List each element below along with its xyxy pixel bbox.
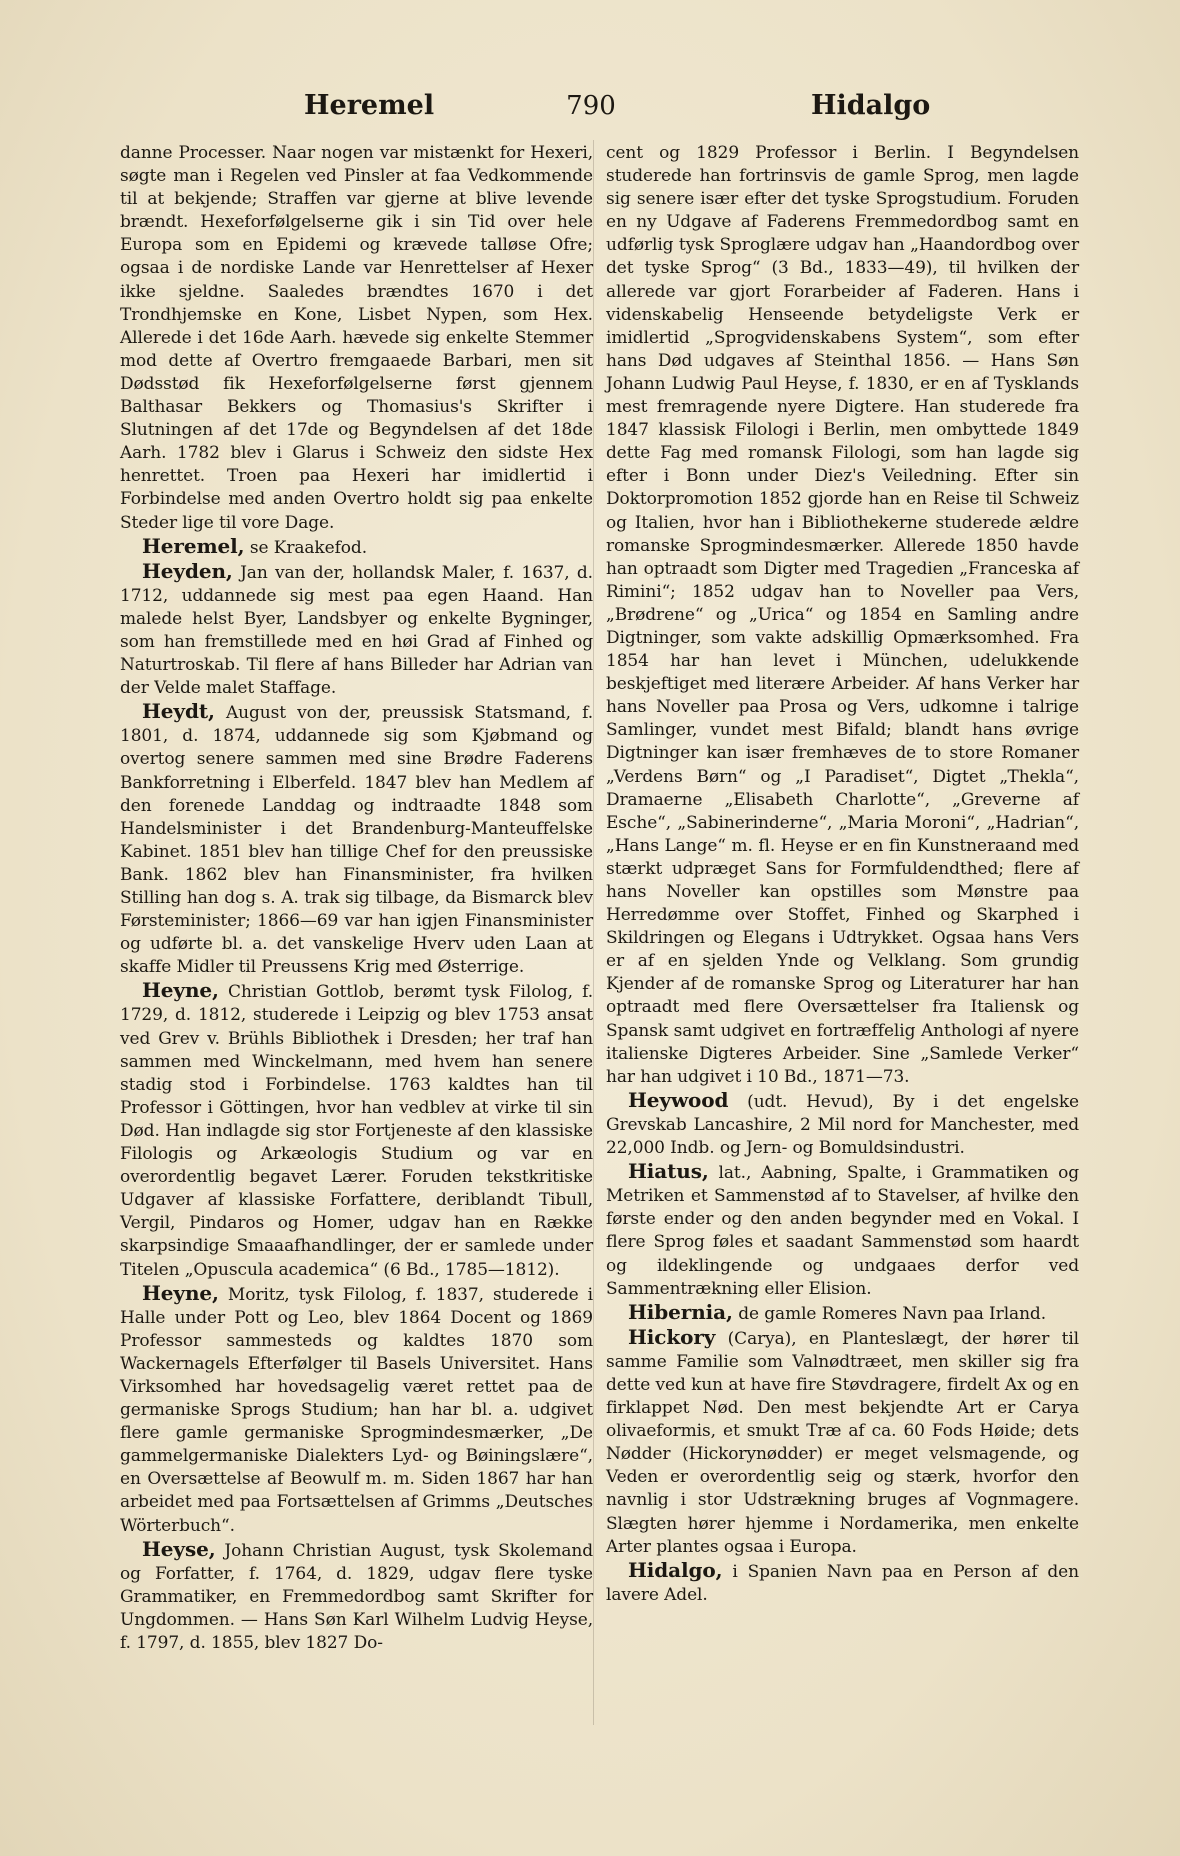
- entry-text: Johann Christian August, tysk Skolemand og Forfatter, f. 1764, d. 1829, udgav flere tyske Grammatiker, en Fremmedordbog samt Skrifter for Ungdommen. — Hans Søn Karl Wilhelm Ludvig Heyse, f. 1797, d. 1855, blev 1827 Do-: [120, 1540, 593, 1653]
- page-number-text: 790: [566, 91, 616, 121]
- entry-heyne-moritz: [120, 1282, 593, 1538]
- entry-lemma: Heyse,: [142, 1536, 216, 1561]
- entry-lemma: Heremel,: [142, 533, 245, 558]
- entry-text: (Carya), en Planteslægt, der hører til samme Familie som Valnødtræet, men skiller sig fra dette ved kun at have fire Støvdragere, firdelt Ax og en firklappet Nød. Den mest bekjendte Art er Carya olivaeformis, et smukt Træ af ca. 60 Fods Høide; dets Nødder (Hickorynødder) er meget velsmagende, og Veden er overordentlig seig og stærk, hvorfor den navnlig i stor Udstrækning bruges af Vognmagere. Slægten hører hjemme i Nordamerika, men enkelte Arter plantes ogsaa i Europa.: [606, 1328, 1079, 1557]
- entry-lemma: Heywood: [628, 1087, 729, 1112]
- entry-text: se Kraakefod.: [244, 537, 367, 558]
- entry-lemma: Hiatus,: [628, 1159, 709, 1184]
- entry-lemma: Hickory: [628, 1324, 716, 1349]
- entry-text: August von der, preussisk Statsmand, f. 1801, d. 1874, uddannede sig som Kjøbmand og overtog senere sammen med sine Brødre Faderens Bankforretning i Elberfeld. 1847 blev han Medlem af den forenede Landdag og indtraadte 1848 som Handelsminister i det Brandenburg-Manteuffelske Kabinet. 1851 blev han tillige Chef for den preussiske Bank. 1862 blev han Finansminister, fra hvilken Stilling han dog s. A. trak sig tilbage, da Bismarck blev Førsteminister; 1866—69 var han igjen Finansminister og udførte bl. a. det vanskelige Hverv uden Laan at skaffe Midler til Preussens Krig med Østerrige.: [120, 703, 593, 978]
- entry-lemma: Heyne,: [142, 1280, 219, 1305]
- entry-text: (udt. Hevud), By i det engelske Grevskab Lancashire, 2 Mil nord for Manchester, med 22,000 Indb. og Jern- og Bomuldsindustri.: [606, 1091, 1079, 1159]
- page-header: [118, 86, 1068, 126]
- entry-text: Christian Gottlob, berømt tysk Filolog, f. 1729, d. 1812, studerede i Leipzig og blev 1753 ansat ved Grev v. Brühls Bibliothek i Dresden; her traf han sammen med Winckelmann, med hvem han senere stadig stod i Forbindelse. 1763 kaldtes han til Professor i Göttingen, hvor han vedblev at virke til sin Død. Han indlagde sig stor Fortjeneste af den klassiske Filologis og Arkæologis Studium og var en overordentlig begavet Lærer. Foruden tekstkritiske Udgaver af klassiske Forfattere, deriblandt Tibull, Vergil, Pindaros og Homer, udgav han en Række skarpsindige Smaaafhandlinger, der er samlede under Titelen „Opuscula academica“ (6 Bd., 1785—1812).: [120, 982, 593, 1280]
- entry-lemma: Heydt,: [142, 699, 215, 724]
- entry-lemma: Hibernia,: [628, 1299, 733, 1324]
- entry-hickory: [606, 1326, 1079, 1559]
- right-running-headword: Hidalgo: [811, 90, 931, 121]
- left-column: [120, 142, 593, 1655]
- entry-heywood: [606, 1089, 1079, 1160]
- entry-heyden: [120, 560, 593, 701]
- entry-heyne-christian: [120, 979, 593, 1281]
- column-divider: [593, 140, 594, 1725]
- continued-entry-text: cent og 1829 Professor i Berlin. I Begyndelsen studerede han fortrinsvis de gamle Sprog, men lagde sig senere især efter det tyske Sprogstudium. Foruden en ny Udgave af Faderens Fremmedordbog samt en udførlig tysk Sproglære udgav han „Haandordbog over det tyske Sprog“ (3 Bd., 1833—49), til hvilken der allerede var gjort Forarbeider af Faderen. Hans i videnskabelig Henseende betydeligste Verk er imidlertid „Sprogvidenskabens System“, som efter hans Død udgaves af Steinthal 1856. — Hans Søn Johann Ludwig Paul Heyse, f. 1830, er en af Tysklands mest fremragende nyere Digtere. Han studerede fra 1847 klassisk Filologi i Berlin, men ombyttede 1849 dette Fag med romansk Filologi, som han lagde sig efter i Bonn under Diez's Veiledning. Efter sin Doktorpromotion 1852 gjorde han en Reise til Schweiz og Italien, hvor han i Bibliothekerne studerede ældre romanske Sprogmindesmærker. Allerede 1850 havde han optraadt som Digter med Tragedien „Franceska af Rimini“; 1852 udgav han to Noveller paa Vers, „Brødrene“ og „Urica“ og 1854 en Samling andre Digtninger, som vakte adskillig Opmærksomhed. Fra 1854 har han levet i München, udelukkende beskjeftiget med literære Arbeider. Af hans Verker har hans Noveller paa Prosa og Vers, udkomne i talrige Samlinger, vundet mest Bifald; blandt hans øvrige Digtninger kan især fremhæves de to store Romaner „Verdens Børn“ og „I Paradiset“, Digtet „Thekla“, Dramaerne „Elisabeth Charlotte“, „Greverne af Esche“, „Sabinerinderne“, „Maria Moroni“, „Hadrian“, „Hans Lange“ m. fl. Heyse er en fin Kunstneraand med stærkt udpræget Sans for Formfuldendthed; flere af hans Noveller kan opstilles som Mønstre paa Herredømme over Stoffet, Finhed og Skarphed i Skildringen og Elegans i Udtrykket. Ogsaa hans Vers er af en sjelden Ynde og Velklang. Som grundig Kjender af de romanske Sprog og Literaturer har han optraadt med flere Oversættelser fra Italiensk og Spansk samt udgivet en fortræffelig Anthologi af nyere italienske Digteres Arbeider. Sine „Samlede Verker“ har han udgivet i 10 Bd., 1871—73.: [606, 143, 1079, 1087]
- entry-lemma: Heyne,: [142, 978, 219, 1003]
- left-running-headword: Heremel: [304, 90, 435, 121]
- entry-heremel: [120, 535, 593, 560]
- entry-heyse: [120, 1538, 593, 1655]
- entry-text: de gamle Romeres Navn paa Irland.: [732, 1303, 1046, 1324]
- entry-text: Moritz, tysk Filolog, f. 1837, studerede i Halle under Pott og Leo, blev 1864 Docent og 1869 Professor sammesteds og kaldtes 1870 som Wackernagels Efterfølger til Basels Universitet. Hans Virksomhed har hovedsagelig været rettet paa de germaniske Sprogs Studium; han har bl. a. udgivet flere gamle germaniske Sprogmindesmærker, „De gammelgermaniske Dialekters Lyd- og Bøiningslære“, en Oversættelse af Beowulf m. m. Siden 1867 har han arbeidet med paa Fortsættelsen af Grimms „Deutsches Wörterbuch“.: [120, 1284, 593, 1536]
- entry-text: Jan van der, hollandsk Maler, f. 1637, d. 1712, uddannede sig mest paa egen Haand. Han malede helst Byer, Landsbyer og enkelte Bygninger, som han fremstillede med en høi Grad af Finhed og Naturtroskab. Til flere af hans Billeder har Adrian van der Velde malet Staffage.: [120, 562, 593, 699]
- entry-lemma: Hidalgo,: [628, 1557, 723, 1582]
- entry-hidalgo: [606, 1559, 1079, 1607]
- entry-hibernia: [606, 1301, 1079, 1326]
- continued-entry-text: danne Processer. Naar nogen var mistænkt for Hexeri, søgte man i Regelen ved Pinsler at faa Vedkommende til at bekjende; Straffen var gjerne at blive levende brændt. Hexeforfølgelserne gik i sin Tid over hele Europa som en Epidemi og krævede talløse Ofre; ogsaa i de nordiske Lande var Henrettelser af Hexer ikke sjeldne. Saaledes brændtes 1670 i det Trondhjemske en Kone, Lisbet Nypen, som Hex. Allerede i det 16de Aarh. hævede sig enkelte Stemmer mod dette af Overtro fremgaaede Barbari, men sit Dødsstød fik Hexeforfølgelserne først gjennem Balthasar Bekkers og Thomasius's Skrifter i Slutningen af det 17de og Begyndelsen af det 18de Aarh. 1782 blev i Glarus i Schweiz den sidste Hex henrettet. Troen paa Hexeri har imidlertid i Forbindelse med anden Overtro holdt sig paa enkelte Steder lige til vore Dage.: [120, 143, 593, 533]
- entry-text: lat., Aabning, Spalte, i Grammatiken og Metriken et Sammenstød af to Stavelser, af hvilke den første ender og den anden begynder med en Vokal. I flere Sprog føles et saadant Sammenstød som haardt og ildeklingende og undgaaes derfor ved Sammentrækning eller Elision.: [606, 1163, 1079, 1299]
- entry-hiatus: [606, 1160, 1079, 1301]
- entry-text: i Spanien Navn paa en Person af den lavere Adel.: [606, 1561, 1079, 1605]
- right-column: [606, 142, 1079, 1607]
- entry-heydt: [120, 700, 593, 979]
- entry-lemma: Heyden,: [142, 558, 233, 583]
